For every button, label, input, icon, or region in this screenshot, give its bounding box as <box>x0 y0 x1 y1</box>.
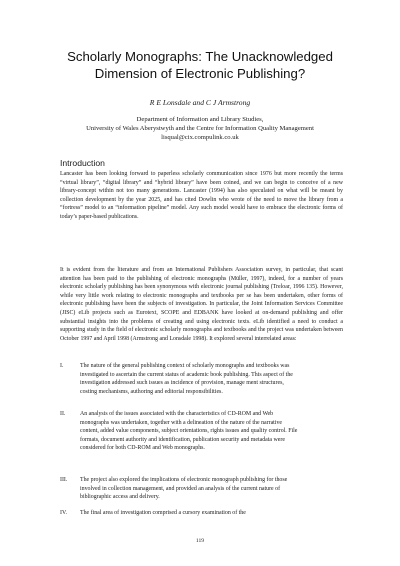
paragraph: It is evident from the literature and from an International Publishers Association survey, in particular, that scant attention has been paid to the publishing of electronic monographs (Müller, 1997), indeed, for a number of years electronic scholarly publishing has been synonymous with electronic journal publishing (Treloar, 1996 135). However, while very little work relating to electronic monographs and textbooks per se has been undertaken, other forms of electronic publishing have been the subjects of investigation. In particular, the Joint Information Services Committee (JISC) eLib projects such as Eurotext, SCOPE and EDBANK have looked at on-demand publishing and offer substantial insights into the problems of creating and using electronic texts. eLib identified a need to conduct a supporting study in the field of electronic scholarly monographs and textbooks and the project was undertaken between October 1997 and April 1998 (Armstrong and Lonsdale 1998). It explored several interrelated areas: <box>60 267 343 342</box>
author-email: lisqual@cix.compulink.co.uk <box>161 133 239 141</box>
affiliation-line-2: University of Wales Aberystwyth and the Centre for Information Quality Management <box>86 124 314 132</box>
list-text: The final area of investigation comprised a cursory examination of the <box>80 510 246 516</box>
affiliation <box>40 116 360 142</box>
affiliation-line-1: Department of Information and Library Studies, <box>136 116 264 123</box>
list-text: The project also explored the implications of electronic monograph publishing for those involved in collection management, and provided an analysis of the current nature of bibliographic access and delivery. <box>80 477 288 501</box>
list-number: IV. <box>60 510 67 516</box>
section-heading: Introduction <box>60 158 105 168</box>
list-text: An analysis of the issues associated with the characteristics of CD-ROM and Web monographs was undertaken, together with a delineation of the nature of the narrative content, added value components, subject orientations, rights issues and quality control. File formats, document authority and identification, publication security and metadata were considered for both CD-ROM and Web monographs. <box>80 411 298 452</box>
list-text: The nature of the general publishing context of scholarly monographs and textbooks was investigated to ascertain the current status of academic book publishing. This aspect of the investigation addressed such issues as incidence of provision, manage ment structures, costing mechanisms, authoring and editorial responsibilities. <box>80 363 293 395</box>
list-number: III. <box>60 477 68 483</box>
page-number: 119 <box>195 538 205 544</box>
paper-title: Scholarly Monographs: The Unacknowledged Dimension of Electronic Publishing? <box>67 49 333 81</box>
list-number: II. <box>60 411 66 417</box>
paragraph: Lancaster has been looking forward to paperless scholarly communication since 1976 but more recently the terms “virtual library”, “digital library” and “hybrid library” have been coined, and we can begin to conceive of a new library-concept within not too many generations. Lancaster (1994) has also speculated on what will be meant by collection development by the year 2025, and has cited Dowlin who wrote of the need to move the library from a “fortress” model to an “information pipeline” model. Any such model would have to embrace the electronic forms of today’s paper-based publications. <box>60 171 343 220</box>
list-number: I. <box>60 363 64 369</box>
authors: R E Lonsdale and C J Armstrong <box>149 98 251 107</box>
